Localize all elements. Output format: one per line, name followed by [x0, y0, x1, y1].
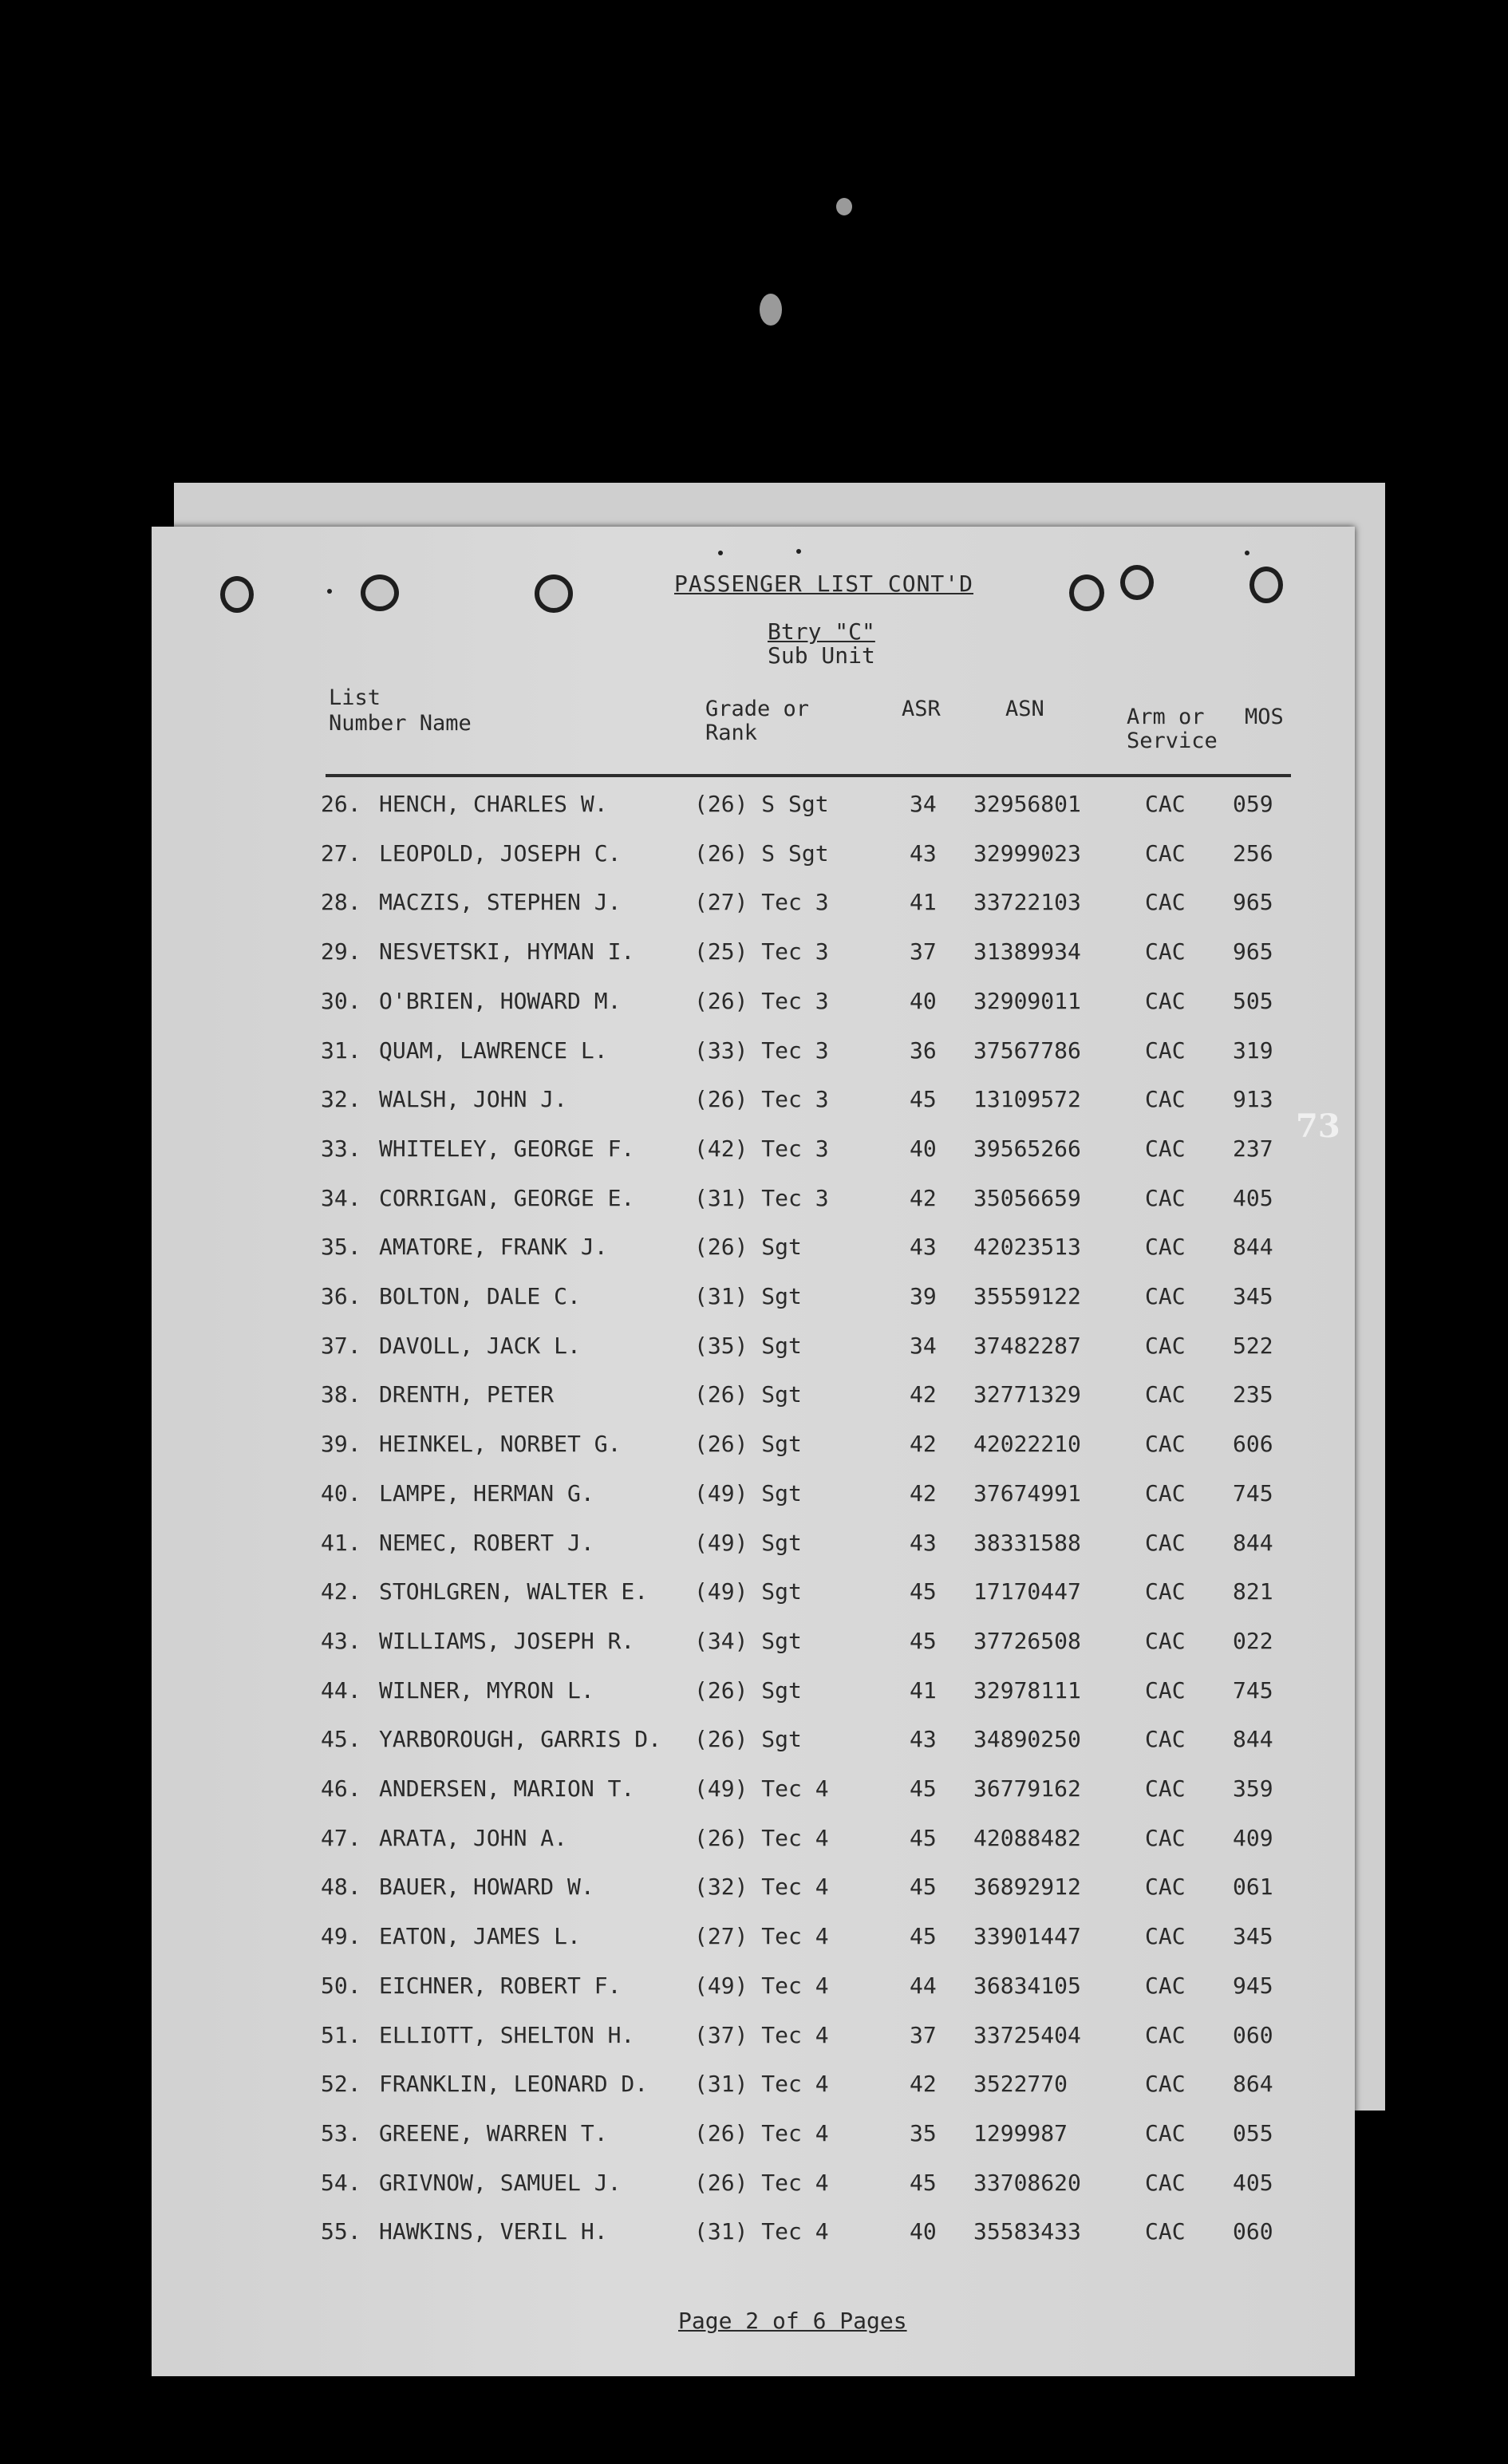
- list-number: 36.: [321, 1283, 361, 1309]
- passenger-name: GREENE, WARREN T.: [379, 2120, 608, 2146]
- asr-value: 45: [910, 1628, 937, 1654]
- passenger-name: BOLTON, DALE C.: [379, 1283, 581, 1309]
- punch-hole: [535, 575, 573, 613]
- table-row: [152, 2167, 1355, 2199]
- list-number: 33.: [321, 1135, 361, 1162]
- table-row: [152, 2020, 1355, 2051]
- table-row: [152, 985, 1355, 1017]
- punch-hole: [1249, 567, 1283, 603]
- asr-value: 34: [910, 1333, 937, 1359]
- arm-service: CAC: [1145, 1628, 1186, 1654]
- list-number: 46.: [321, 1775, 361, 1802]
- column-header-asn: ASN: [1005, 697, 1044, 721]
- mos-code: 606: [1233, 1431, 1273, 1457]
- grade-rank: (26) Tec 3: [694, 988, 829, 1014]
- mos-code: 409: [1233, 1825, 1273, 1851]
- asr-value: 45: [910, 2170, 937, 2196]
- mos-code: 505: [1233, 988, 1273, 1014]
- battery-label: Btry "C": [768, 618, 875, 645]
- list-number: 35.: [321, 1234, 361, 1260]
- mos-code: 945: [1233, 1972, 1273, 1999]
- column-header-arm: Arm or: [1127, 705, 1205, 729]
- grade-rank: (32) Tec 4: [694, 1874, 829, 1900]
- list-number: 49.: [321, 1923, 361, 1949]
- list-number: 27.: [321, 840, 361, 867]
- mos-code: 745: [1233, 1677, 1273, 1704]
- passenger-name: WILNER, MYRON L.: [379, 1677, 594, 1704]
- arm-service: CAC: [1145, 2218, 1186, 2245]
- asr-value: 43: [910, 1234, 937, 1260]
- mos-code: 060: [1233, 2218, 1273, 2245]
- grade-rank: (31) Tec 3: [694, 1185, 829, 1211]
- list-number: 30.: [321, 988, 361, 1014]
- arm-service: CAC: [1145, 2071, 1186, 2097]
- list-number: 39.: [321, 1431, 361, 1457]
- list-number: 47.: [321, 1825, 361, 1851]
- arm-service: CAC: [1145, 791, 1186, 817]
- table-row: [152, 1231, 1355, 1263]
- asr-value: 45: [910, 1086, 937, 1112]
- grade-rank: (26) Sgt: [694, 1677, 802, 1704]
- punch-hole: [1069, 575, 1104, 611]
- table-row: [152, 1675, 1355, 1707]
- passenger-name: NESVETSKI, HYMAN I.: [379, 938, 635, 965]
- asr-value: 43: [910, 840, 937, 867]
- passenger-name: EICHNER, ROBERT F.: [379, 1972, 622, 1999]
- grade-rank: (34) Sgt: [694, 1628, 802, 1654]
- mos-code: 913: [1233, 1086, 1273, 1112]
- sub-unit-label: Sub Unit: [768, 642, 875, 669]
- tack-mark: [327, 589, 332, 594]
- asn-value: 35056659: [973, 1185, 1081, 1211]
- passenger-name: HENCH, CHARLES W.: [379, 791, 608, 817]
- asr-value: 45: [910, 1825, 937, 1851]
- grade-rank: (35) Sgt: [694, 1333, 802, 1359]
- arm-service: CAC: [1145, 1530, 1186, 1556]
- list-number: 37.: [321, 1333, 361, 1359]
- grade-rank: (26) Sgt: [694, 1431, 802, 1457]
- mos-code: 821: [1233, 1578, 1273, 1605]
- table-row: [152, 1970, 1355, 2002]
- asn-value: 36779162: [973, 1775, 1081, 1802]
- mos-code: 359: [1233, 1775, 1273, 1802]
- arm-service: CAC: [1145, 2170, 1186, 2196]
- column-header-grade: Grade or: [705, 697, 810, 721]
- list-number: 31.: [321, 1037, 361, 1064]
- asr-value: 42: [910, 1480, 937, 1506]
- grade-rank: (26) S Sgt: [694, 791, 829, 817]
- list-number: 53.: [321, 2120, 361, 2146]
- list-number: 45.: [321, 1726, 361, 1752]
- mos-code: 319: [1233, 1037, 1273, 1064]
- mos-code: 061: [1233, 1874, 1273, 1900]
- asr-value: 42: [910, 2071, 937, 2097]
- asr-value: 41: [910, 889, 937, 915]
- mos-code: 060: [1233, 2022, 1273, 2048]
- table-row: [152, 1428, 1355, 1460]
- list-number: 54.: [321, 2170, 361, 2196]
- list-number: 43.: [321, 1628, 361, 1654]
- asn-value: 32771329: [973, 1381, 1081, 1408]
- arm-service: CAC: [1145, 1825, 1186, 1851]
- passenger-name: WILLIAMS, JOSEPH R.: [379, 1628, 635, 1654]
- table-row: [152, 1773, 1355, 1805]
- grade-rank: (25) Tec 3: [694, 938, 829, 965]
- passenger-name: LAMPE, HERMAN G.: [379, 1480, 594, 1506]
- table-row: [152, 838, 1355, 870]
- asn-value: 37726508: [973, 1628, 1081, 1654]
- passenger-name: ELLIOTT, SHELTON H.: [379, 2022, 635, 2048]
- mos-code: 844: [1233, 1234, 1273, 1260]
- table-row: [152, 1035, 1355, 1067]
- table-row: [152, 2118, 1355, 2150]
- grade-rank: (26) S Sgt: [694, 840, 829, 867]
- document-title: PASSENGER LIST CONT'D: [674, 571, 974, 597]
- passenger-name: MACZIS, STEPHEN J.: [379, 889, 622, 915]
- asn-value: 32978111: [973, 1677, 1081, 1704]
- arm-service: CAC: [1145, 1726, 1186, 1752]
- list-number: 34.: [321, 1185, 361, 1211]
- asn-value: 36834105: [973, 1972, 1081, 1999]
- column-header-mos: MOS: [1245, 705, 1284, 729]
- asr-value: 40: [910, 1135, 937, 1162]
- list-number: 32.: [321, 1086, 361, 1112]
- asr-value: 43: [910, 1530, 937, 1556]
- grade-rank: (37) Tec 4: [694, 2022, 829, 2048]
- grade-rank: (49) Sgt: [694, 1578, 802, 1605]
- asn-value: 42023513: [973, 1234, 1081, 1260]
- table-row: [152, 1871, 1355, 1903]
- grade-rank: (27) Tec 3: [694, 889, 829, 915]
- passenger-name: ANDERSEN, MARION T.: [379, 1775, 635, 1802]
- asn-value: 38331588: [973, 1530, 1081, 1556]
- table-row: [152, 1625, 1355, 1657]
- passenger-name: WALSH, JOHN J.: [379, 1086, 568, 1112]
- grade-rank: (31) Sgt: [694, 1283, 802, 1309]
- tack-mark: [1245, 551, 1249, 555]
- punch-hole: [220, 576, 254, 613]
- table-row: [152, 886, 1355, 918]
- asr-value: 36: [910, 1037, 937, 1064]
- list-number: 38.: [321, 1381, 361, 1408]
- arm-service: CAC: [1145, 1972, 1186, 1999]
- asr-value: 39: [910, 1283, 937, 1309]
- grade-rank: (31) Tec 4: [694, 2218, 829, 2245]
- arm-service: CAC: [1145, 1135, 1186, 1162]
- asr-value: 42: [910, 1431, 937, 1457]
- asn-value: 35583433: [973, 2218, 1081, 2245]
- grade-rank: (27) Tec 4: [694, 1923, 829, 1949]
- passenger-name: STOHLGREN, WALTER E.: [379, 1578, 649, 1605]
- arm-service: CAC: [1145, 2022, 1186, 2048]
- list-number: 28.: [321, 889, 361, 915]
- mos-code: 844: [1233, 1726, 1273, 1752]
- arm-service: CAC: [1145, 1234, 1186, 1260]
- mos-code: 345: [1233, 1923, 1273, 1949]
- mos-code: 055: [1233, 2120, 1273, 2146]
- list-number: 55.: [321, 2218, 361, 2245]
- asn-value: 31389934: [973, 938, 1081, 965]
- asr-value: 35: [910, 2120, 937, 2146]
- grade-rank: (49) Sgt: [694, 1480, 802, 1506]
- asn-value: 33901447: [973, 1923, 1081, 1949]
- list-number: 40.: [321, 1480, 361, 1506]
- asn-value: 1299987: [973, 2120, 1068, 2146]
- grade-rank: (26) Tec 3: [694, 1086, 829, 1112]
- list-number: 26.: [321, 791, 361, 817]
- asn-value: 37567786: [973, 1037, 1081, 1064]
- tack-mark: [796, 549, 801, 554]
- passenger-name: CORRIGAN, GEORGE E.: [379, 1185, 635, 1211]
- grade-rank: (49) Tec 4: [694, 1775, 829, 1802]
- tack-mark: [718, 551, 723, 555]
- asn-value: 39565266: [973, 1135, 1081, 1162]
- column-header-rank: Rank: [705, 721, 758, 745]
- grade-rank: (49) Sgt: [694, 1530, 802, 1556]
- mos-code: 256: [1233, 840, 1273, 867]
- grade-rank: (33) Tec 3: [694, 1037, 829, 1064]
- passenger-name: LEOPOLD, JOSEPH C.: [379, 840, 622, 867]
- mos-code: 844: [1233, 1530, 1273, 1556]
- asr-value: 45: [910, 1578, 937, 1605]
- mos-code: 235: [1233, 1381, 1273, 1408]
- passenger-name: HEINKEL, NORBET G.: [379, 1431, 622, 1457]
- column-header-number-name: Number Name: [329, 711, 472, 736]
- grade-rank: (31) Tec 4: [694, 2071, 829, 2097]
- passenger-name: HAWKINS, VERIL H.: [379, 2218, 608, 2245]
- asr-value: 37: [910, 2022, 937, 2048]
- asr-value: 40: [910, 988, 937, 1014]
- punch-hole: [361, 575, 399, 611]
- asn-value: 17170447: [973, 1578, 1081, 1605]
- mos-code: 522: [1233, 1333, 1273, 1359]
- arm-service: CAC: [1145, 889, 1186, 915]
- asr-value: 45: [910, 1923, 937, 1949]
- grade-rank: (26) Tec 4: [694, 2170, 829, 2196]
- list-number: 48.: [321, 1874, 361, 1900]
- asn-value: 42088482: [973, 1825, 1081, 1851]
- arm-service: CAC: [1145, 1775, 1186, 1802]
- arm-service: CAC: [1145, 1333, 1186, 1359]
- punch-hole: [1120, 565, 1154, 600]
- table-row: [152, 1478, 1355, 1510]
- passenger-name: YARBOROUGH, GARRIS D.: [379, 1726, 662, 1752]
- table-row: [152, 1576, 1355, 1608]
- asr-value: 34: [910, 791, 937, 817]
- passenger-name: AMATORE, FRANK J.: [379, 1234, 608, 1260]
- arm-service: CAC: [1145, 1480, 1186, 1506]
- table-row: [152, 1084, 1355, 1116]
- asr-value: 45: [910, 1874, 937, 1900]
- arm-service: CAC: [1145, 1037, 1186, 1064]
- passenger-name: DAVOLL, JACK L.: [379, 1333, 581, 1359]
- grade-rank: (49) Tec 4: [694, 1972, 829, 1999]
- table-row: [152, 1281, 1355, 1313]
- header-underline: [326, 774, 1291, 777]
- asn-value: 36892912: [973, 1874, 1081, 1900]
- asn-value: 33725404: [973, 2022, 1081, 2048]
- mos-code: 405: [1233, 1185, 1273, 1211]
- arm-service: CAC: [1145, 1086, 1186, 1112]
- passenger-name: ARATA, JOHN A.: [379, 1825, 568, 1851]
- mos-code: 965: [1233, 938, 1273, 965]
- asn-value: 37482287: [973, 1333, 1081, 1359]
- page-count-label: Page 2 of 6 Pages: [678, 2308, 907, 2334]
- table-row: [152, 1527, 1355, 1559]
- arm-service: CAC: [1145, 1874, 1186, 1900]
- asn-value: 13109572: [973, 1086, 1081, 1112]
- table-row: [152, 2068, 1355, 2100]
- asn-value: 33708620: [973, 2170, 1081, 2196]
- mos-code: 022: [1233, 1628, 1273, 1654]
- list-number: 51.: [321, 2022, 361, 2048]
- arm-service: CAC: [1145, 1381, 1186, 1408]
- list-number: 50.: [321, 1972, 361, 1999]
- asr-value: 42: [910, 1381, 937, 1408]
- arm-service: CAC: [1145, 938, 1186, 965]
- passenger-name: QUAM, LAWRENCE L.: [379, 1037, 608, 1064]
- passenger-name: GRIVNOW, SAMUEL J.: [379, 2170, 622, 2196]
- mos-code: 965: [1233, 889, 1273, 915]
- table-row: [152, 1330, 1355, 1362]
- mos-code: 345: [1233, 1283, 1273, 1309]
- asn-value: 32909011: [973, 988, 1081, 1014]
- grade-rank: (26) Tec 4: [694, 2120, 829, 2146]
- arm-service: CAC: [1145, 2120, 1186, 2146]
- asn-value: 3522770: [973, 2071, 1068, 2097]
- list-number: 41.: [321, 1530, 361, 1556]
- asn-value: 34890250: [973, 1726, 1081, 1752]
- table-row: [152, 2216, 1355, 2248]
- grade-rank: (26) Sgt: [694, 1726, 802, 1752]
- arm-service: CAC: [1145, 988, 1186, 1014]
- mos-code: 864: [1233, 2071, 1273, 2097]
- table-row: [152, 936, 1355, 968]
- passenger-name: WHITELEY, GEORGE F.: [379, 1135, 635, 1162]
- asr-value: 37: [910, 938, 937, 965]
- column-header-service: Service: [1127, 729, 1218, 753]
- arm-service: CAC: [1145, 1283, 1186, 1309]
- asr-value: 40: [910, 2218, 937, 2245]
- asn-value: 37674991: [973, 1480, 1081, 1506]
- passenger-name: EATON, JAMES L.: [379, 1923, 581, 1949]
- asr-value: 44: [910, 1972, 937, 1999]
- page-stamp-number: 73: [1296, 1108, 1340, 1145]
- table-row: [152, 1921, 1355, 1953]
- column-header-list: List: [329, 685, 381, 710]
- passenger-name: O'BRIEN, HOWARD M.: [379, 988, 622, 1014]
- arm-service: CAC: [1145, 1431, 1186, 1457]
- asn-value: 42022210: [973, 1431, 1081, 1457]
- list-number: 52.: [321, 2071, 361, 2097]
- asn-value: 32956801: [973, 791, 1081, 817]
- list-number: 44.: [321, 1677, 361, 1704]
- dust-spot: [760, 294, 782, 326]
- passenger-name: DRENTH, PETER: [379, 1381, 555, 1408]
- asr-value: 45: [910, 1775, 937, 1802]
- arm-service: CAC: [1145, 1923, 1186, 1949]
- passenger-name: FRANKLIN, LEONARD D.: [379, 2071, 649, 2097]
- table-row: [152, 1379, 1355, 1411]
- asr-value: 42: [910, 1185, 937, 1211]
- table-row: [152, 1133, 1355, 1165]
- mos-code: 745: [1233, 1480, 1273, 1506]
- passenger-name: BAUER, HOWARD W.: [379, 1874, 594, 1900]
- list-number: 29.: [321, 938, 361, 965]
- asn-value: 35559122: [973, 1283, 1081, 1309]
- arm-service: CAC: [1145, 840, 1186, 867]
- table-row: [152, 1822, 1355, 1854]
- grade-rank: (42) Tec 3: [694, 1135, 829, 1162]
- column-header-asr: ASR: [902, 697, 941, 721]
- grade-rank: (26) Sgt: [694, 1381, 802, 1408]
- table-row: [152, 788, 1355, 820]
- arm-service: CAC: [1145, 1185, 1186, 1211]
- mos-code: 405: [1233, 2170, 1273, 2196]
- grade-rank: (26) Tec 4: [694, 1825, 829, 1851]
- document-page: [152, 527, 1355, 2376]
- asn-value: 33722103: [973, 889, 1081, 915]
- mos-code: 059: [1233, 791, 1273, 817]
- asr-value: 41: [910, 1677, 937, 1704]
- asn-value: 32999023: [973, 840, 1081, 867]
- arm-service: CAC: [1145, 1578, 1186, 1605]
- list-number: 42.: [321, 1578, 361, 1605]
- passenger-name: NEMEC, ROBERT J.: [379, 1530, 594, 1556]
- dust-spot: [836, 198, 852, 215]
- table-row: [152, 1183, 1355, 1214]
- grade-rank: (26) Sgt: [694, 1234, 802, 1260]
- mos-code: 237: [1233, 1135, 1273, 1162]
- arm-service: CAC: [1145, 1677, 1186, 1704]
- table-row: [152, 1724, 1355, 1755]
- asr-value: 43: [910, 1726, 937, 1752]
